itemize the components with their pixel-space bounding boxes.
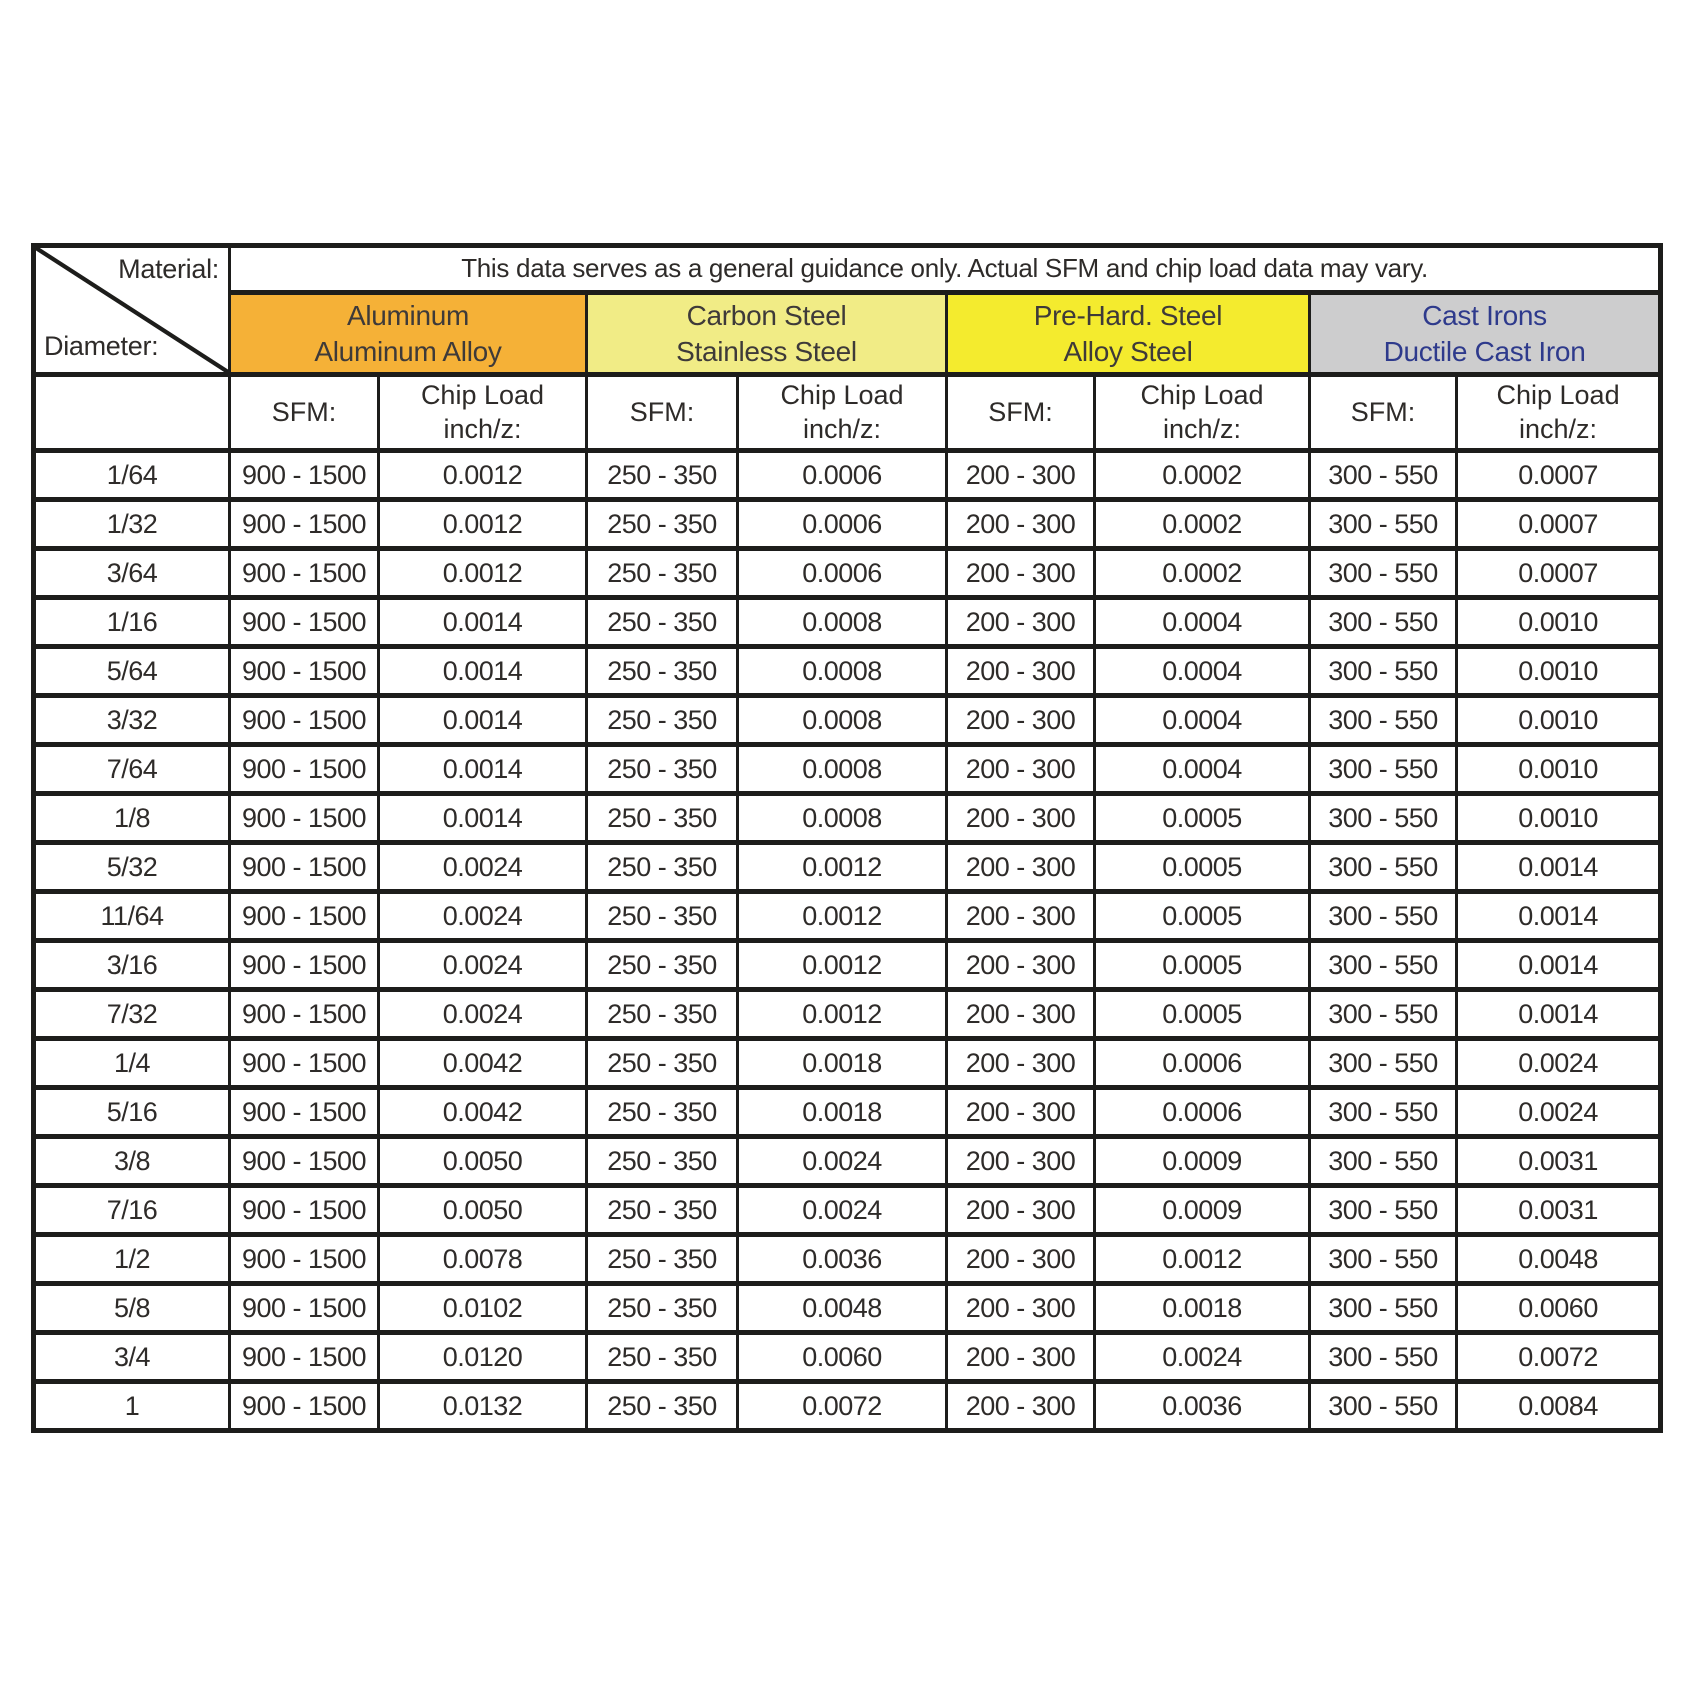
sfm-cell: 900 - 1500 bbox=[230, 1382, 379, 1431]
chip-load-cell: 0.0010 bbox=[1457, 598, 1661, 647]
chip-load-cell: 0.0005 bbox=[1095, 892, 1310, 941]
chip-load-line2: inch/z: bbox=[1519, 413, 1598, 444]
sfm-cell: 200 - 300 bbox=[947, 1186, 1095, 1235]
diameter-cell: 5/8 bbox=[34, 1284, 230, 1333]
chip-load-cell: 0.0007 bbox=[1457, 451, 1661, 500]
diameter-cell: 11/64 bbox=[34, 892, 230, 941]
group-line2: Ductile Cast Iron bbox=[1383, 335, 1586, 367]
table-row bbox=[34, 990, 1661, 1039]
chip-load-cell: 0.0010 bbox=[1457, 794, 1661, 843]
chip-load-cell: 0.0004 bbox=[1095, 696, 1310, 745]
chip-load-cell: 0.0018 bbox=[738, 1039, 947, 1088]
notice-row bbox=[34, 246, 1661, 293]
chip-load-line1: Chip Load bbox=[420, 379, 545, 410]
chip-load-cell: 0.0036 bbox=[738, 1235, 947, 1284]
feeds-speeds-table bbox=[31, 243, 1663, 1433]
sfm-cell: 300 - 550 bbox=[1310, 1235, 1457, 1284]
chip-load-cell: 0.0024 bbox=[1457, 1039, 1661, 1088]
chip-load-cell: 0.0018 bbox=[738, 1088, 947, 1137]
chip-load-cell: 0.0008 bbox=[738, 745, 947, 794]
chip-load-cell: 0.0024 bbox=[379, 843, 587, 892]
table-row bbox=[34, 843, 1661, 892]
group-line2: Aluminum Alloy bbox=[314, 335, 502, 367]
chip-load-line2: inch/z: bbox=[443, 413, 522, 444]
table-row bbox=[34, 1137, 1661, 1186]
chip-load-cell: 0.0120 bbox=[379, 1333, 587, 1382]
diameter-cell: 5/64 bbox=[34, 647, 230, 696]
sfm-cell: 200 - 300 bbox=[947, 1235, 1095, 1284]
chip-load-cell: 0.0060 bbox=[1457, 1284, 1661, 1333]
chip-load-cell: 0.0010 bbox=[1457, 745, 1661, 794]
sfm-cell: 200 - 300 bbox=[947, 745, 1095, 794]
chip-load-cell: 0.0014 bbox=[379, 598, 587, 647]
subheader-row bbox=[34, 375, 1661, 451]
chip-load-cell: 0.0008 bbox=[738, 696, 947, 745]
group-line2: Alloy Steel bbox=[1063, 335, 1193, 367]
sfm-cell: 300 - 550 bbox=[1310, 451, 1457, 500]
sfm-cell: 900 - 1500 bbox=[230, 745, 379, 794]
diameter-cell: 1/16 bbox=[34, 598, 230, 647]
diameter-label: Diameter: bbox=[44, 331, 159, 361]
sfm-cell: 250 - 350 bbox=[587, 1088, 738, 1137]
table-body bbox=[34, 246, 1661, 1431]
chip-load-cell: 0.0010 bbox=[1457, 647, 1661, 696]
table-row bbox=[34, 500, 1661, 549]
chip-load-cell: 0.0012 bbox=[1095, 1235, 1310, 1284]
sfm-cell: 900 - 1500 bbox=[230, 990, 379, 1039]
chip-load-cell: 0.0024 bbox=[738, 1186, 947, 1235]
chip-load-cell: 0.0012 bbox=[379, 500, 587, 549]
sfm-cell: 250 - 350 bbox=[587, 843, 738, 892]
diameter-cell: 7/32 bbox=[34, 990, 230, 1039]
sfm-cell: 300 - 550 bbox=[1310, 941, 1457, 990]
chip-load-cell: 0.0024 bbox=[738, 1137, 947, 1186]
sfm-cell: 200 - 300 bbox=[947, 1382, 1095, 1431]
chip-load-cell: 0.0012 bbox=[379, 549, 587, 598]
diameter-cell: 1/64 bbox=[34, 451, 230, 500]
table-row bbox=[34, 647, 1661, 696]
chip-load-cell: 0.0009 bbox=[1095, 1137, 1310, 1186]
diameter-cell: 3/64 bbox=[34, 549, 230, 598]
diameter-cell: 7/64 bbox=[34, 745, 230, 794]
chip-load-cell: 0.0005 bbox=[1095, 990, 1310, 1039]
group-line1: Cast Irons bbox=[1422, 299, 1547, 331]
sfm-cell: 200 - 300 bbox=[947, 500, 1095, 549]
sfm-header: SFM: bbox=[587, 375, 738, 451]
table-row bbox=[34, 1382, 1661, 1431]
sfm-cell: 300 - 550 bbox=[1310, 892, 1457, 941]
sfm-cell: 300 - 550 bbox=[1310, 794, 1457, 843]
sfm-cell: 900 - 1500 bbox=[230, 500, 379, 549]
sfm-cell: 250 - 350 bbox=[587, 1284, 738, 1333]
sfm-cell: 250 - 350 bbox=[587, 892, 738, 941]
chip-load-line1: Chip Load bbox=[1140, 379, 1264, 410]
sfm-cell: 300 - 550 bbox=[1310, 1088, 1457, 1137]
sfm-cell: 200 - 300 bbox=[947, 598, 1095, 647]
sfm-cell: 900 - 1500 bbox=[230, 1333, 379, 1382]
sfm-cell: 300 - 550 bbox=[1310, 696, 1457, 745]
group-header-carbon-steel bbox=[587, 293, 947, 375]
sfm-header: SFM: bbox=[1310, 375, 1457, 451]
group-line2: Stainless Steel bbox=[676, 335, 857, 367]
subheader-blank bbox=[34, 375, 230, 451]
sfm-cell: 900 - 1500 bbox=[230, 1235, 379, 1284]
diameter-cell: 1 bbox=[34, 1382, 230, 1431]
diameter-cell: 1/32 bbox=[34, 500, 230, 549]
table-row bbox=[34, 745, 1661, 794]
sfm-cell: 900 - 1500 bbox=[230, 1186, 379, 1235]
group-line1: Pre-Hard. Steel bbox=[1033, 299, 1223, 331]
group-line1: Carbon Steel bbox=[686, 299, 847, 331]
sfm-cell: 250 - 350 bbox=[587, 451, 738, 500]
chip-load-cell: 0.0004 bbox=[1095, 745, 1310, 794]
sfm-cell: 300 - 550 bbox=[1310, 745, 1457, 794]
sfm-cell: 250 - 350 bbox=[587, 1186, 738, 1235]
sfm-cell: 300 - 550 bbox=[1310, 1382, 1457, 1431]
chip-load-cell: 0.0031 bbox=[1457, 1186, 1661, 1235]
table-row bbox=[34, 451, 1661, 500]
diameter-cell: 3/8 bbox=[34, 1137, 230, 1186]
sfm-cell: 250 - 350 bbox=[587, 647, 738, 696]
chip-load-cell: 0.0014 bbox=[379, 745, 587, 794]
sfm-cell: 250 - 350 bbox=[587, 1137, 738, 1186]
sfm-cell: 200 - 300 bbox=[947, 1039, 1095, 1088]
sfm-cell: 250 - 350 bbox=[587, 500, 738, 549]
chip-load-cell: 0.0014 bbox=[379, 696, 587, 745]
chip-load-cell: 0.0009 bbox=[1095, 1186, 1310, 1235]
sfm-cell: 200 - 300 bbox=[947, 794, 1095, 843]
chip-load-cell: 0.0002 bbox=[1095, 500, 1310, 549]
sfm-cell: 900 - 1500 bbox=[230, 451, 379, 500]
chip-load-cell: 0.0024 bbox=[1095, 1333, 1310, 1382]
chip-load-line2: inch/z: bbox=[802, 413, 882, 444]
group-header-prehard-steel bbox=[947, 293, 1310, 375]
material-groups-row bbox=[34, 293, 1661, 375]
table-row bbox=[34, 1235, 1661, 1284]
table-row bbox=[34, 598, 1661, 647]
chip-load-header bbox=[379, 375, 587, 451]
chip-load-header bbox=[1095, 375, 1310, 451]
material-label: Material: bbox=[118, 254, 219, 284]
chip-load-cell: 0.0050 bbox=[379, 1137, 587, 1186]
chip-load-cell: 0.0014 bbox=[379, 647, 587, 696]
table-row bbox=[34, 941, 1661, 990]
sfm-cell: 250 - 350 bbox=[587, 549, 738, 598]
sfm-header: SFM: bbox=[230, 375, 379, 451]
diameter-cell: 5/16 bbox=[34, 1088, 230, 1137]
sfm-cell: 200 - 300 bbox=[947, 892, 1095, 941]
sfm-cell: 250 - 350 bbox=[587, 1382, 738, 1431]
chip-load-cell: 0.0008 bbox=[738, 794, 947, 843]
chip-load-cell: 0.0014 bbox=[379, 794, 587, 843]
sfm-cell: 300 - 550 bbox=[1310, 1039, 1457, 1088]
guidance-notice: This data serves as a general guidance only. Actual SFM and chip load data may vary. bbox=[230, 246, 1661, 293]
chip-load-cell: 0.0006 bbox=[738, 500, 947, 549]
chip-load-cell: 0.0012 bbox=[738, 990, 947, 1039]
chip-load-cell: 0.0078 bbox=[379, 1235, 587, 1284]
sfm-cell: 900 - 1500 bbox=[230, 696, 379, 745]
chip-load-cell: 0.0048 bbox=[1457, 1235, 1661, 1284]
sfm-cell: 200 - 300 bbox=[947, 451, 1095, 500]
chip-load-cell: 0.0042 bbox=[379, 1039, 587, 1088]
sfm-cell: 900 - 1500 bbox=[230, 647, 379, 696]
sfm-cell: 200 - 300 bbox=[947, 1333, 1095, 1382]
sfm-cell: 200 - 300 bbox=[947, 1088, 1095, 1137]
group-line1: Aluminum bbox=[346, 299, 470, 331]
sfm-cell: 200 - 300 bbox=[947, 1284, 1095, 1333]
chip-load-cell: 0.0048 bbox=[738, 1284, 947, 1333]
chip-load-cell: 0.0004 bbox=[1095, 647, 1310, 696]
chip-load-cell: 0.0072 bbox=[1457, 1333, 1661, 1382]
sfm-cell: 900 - 1500 bbox=[230, 892, 379, 941]
table-row bbox=[34, 1186, 1661, 1235]
sfm-cell: 300 - 550 bbox=[1310, 990, 1457, 1039]
chip-load-cell: 0.0031 bbox=[1457, 1137, 1661, 1186]
table-row bbox=[34, 1039, 1661, 1088]
diameter-cell: 3/32 bbox=[34, 696, 230, 745]
chip-load-cell: 0.0060 bbox=[738, 1333, 947, 1382]
chip-load-cell: 0.0014 bbox=[1457, 843, 1661, 892]
chip-load-line1: Chip Load bbox=[1496, 379, 1620, 410]
chip-load-header bbox=[738, 375, 947, 451]
sfm-cell: 900 - 1500 bbox=[230, 598, 379, 647]
chip-load-cell: 0.0024 bbox=[379, 990, 587, 1039]
chip-load-cell: 0.0012 bbox=[738, 843, 947, 892]
chip-load-cell: 0.0036 bbox=[1095, 1382, 1310, 1431]
sfm-cell: 250 - 350 bbox=[587, 696, 738, 745]
sfm-cell: 200 - 300 bbox=[947, 647, 1095, 696]
sfm-cell: 200 - 300 bbox=[947, 1137, 1095, 1186]
corner-cell bbox=[34, 246, 230, 375]
diameter-cell: 3/4 bbox=[34, 1333, 230, 1382]
chip-load-cell: 0.0005 bbox=[1095, 794, 1310, 843]
chip-load-header bbox=[1457, 375, 1661, 451]
chip-load-cell: 0.0102 bbox=[379, 1284, 587, 1333]
sfm-cell: 250 - 350 bbox=[587, 1333, 738, 1382]
chip-load-cell: 0.0014 bbox=[1457, 941, 1661, 990]
chip-load-cell: 0.0010 bbox=[1457, 696, 1661, 745]
chip-load-line2: inch/z: bbox=[1162, 413, 1242, 444]
sfm-cell: 900 - 1500 bbox=[230, 1137, 379, 1186]
table-row bbox=[34, 696, 1661, 745]
sfm-cell: 900 - 1500 bbox=[230, 794, 379, 843]
chip-load-cell: 0.0018 bbox=[1095, 1284, 1310, 1333]
diameter-cell: 1/2 bbox=[34, 1235, 230, 1284]
chip-load-cell: 0.0007 bbox=[1457, 549, 1661, 598]
sfm-cell: 900 - 1500 bbox=[230, 843, 379, 892]
table-row bbox=[34, 794, 1661, 843]
chip-load-cell: 0.0042 bbox=[379, 1088, 587, 1137]
chip-load-cell: 0.0006 bbox=[738, 451, 947, 500]
chip-load-cell: 0.0132 bbox=[379, 1382, 587, 1431]
chip-load-cell: 0.0008 bbox=[738, 647, 947, 696]
group-header-aluminum bbox=[230, 293, 587, 375]
sfm-cell: 250 - 350 bbox=[587, 990, 738, 1039]
diameter-cell: 3/16 bbox=[34, 941, 230, 990]
sfm-cell: 250 - 350 bbox=[587, 745, 738, 794]
chip-load-cell: 0.0014 bbox=[1457, 990, 1661, 1039]
chip-load-cell: 0.0084 bbox=[1457, 1382, 1661, 1431]
chip-load-cell: 0.0002 bbox=[1095, 549, 1310, 598]
diameter-cell: 1/8 bbox=[34, 794, 230, 843]
table-row bbox=[34, 1333, 1661, 1382]
chip-load-cell: 0.0012 bbox=[379, 451, 587, 500]
table-row bbox=[34, 1088, 1661, 1137]
group-header-cast-irons bbox=[1310, 293, 1661, 375]
chip-load-cell: 0.0004 bbox=[1095, 598, 1310, 647]
sfm-cell: 900 - 1500 bbox=[230, 1039, 379, 1088]
chip-load-cell: 0.0072 bbox=[738, 1382, 947, 1431]
sfm-cell: 300 - 550 bbox=[1310, 500, 1457, 549]
chip-load-cell: 0.0006 bbox=[738, 549, 947, 598]
chip-load-cell: 0.0008 bbox=[738, 598, 947, 647]
sfm-cell: 900 - 1500 bbox=[230, 1284, 379, 1333]
sfm-cell: 900 - 1500 bbox=[230, 1088, 379, 1137]
chip-load-cell: 0.0006 bbox=[1095, 1088, 1310, 1137]
diameter-cell: 5/32 bbox=[34, 843, 230, 892]
chip-load-cell: 0.0024 bbox=[379, 892, 587, 941]
chip-load-cell: 0.0024 bbox=[1457, 1088, 1661, 1137]
sfm-cell: 200 - 300 bbox=[947, 696, 1095, 745]
sfm-header: SFM: bbox=[947, 375, 1095, 451]
table-row bbox=[34, 892, 1661, 941]
sfm-cell: 200 - 300 bbox=[947, 549, 1095, 598]
sfm-cell: 900 - 1500 bbox=[230, 941, 379, 990]
sfm-cell: 250 - 350 bbox=[587, 1039, 738, 1088]
table-row bbox=[34, 1284, 1661, 1333]
sfm-cell: 250 - 350 bbox=[587, 941, 738, 990]
diameter-cell: 1/4 bbox=[34, 1039, 230, 1088]
chip-load-cell: 0.0007 bbox=[1457, 500, 1661, 549]
chip-load-cell: 0.0005 bbox=[1095, 941, 1310, 990]
sfm-cell: 900 - 1500 bbox=[230, 549, 379, 598]
sfm-cell: 200 - 300 bbox=[947, 941, 1095, 990]
chip-load-cell: 0.0024 bbox=[379, 941, 587, 990]
sfm-cell: 300 - 550 bbox=[1310, 1284, 1457, 1333]
chip-load-cell: 0.0002 bbox=[1095, 451, 1310, 500]
sfm-cell: 300 - 550 bbox=[1310, 598, 1457, 647]
sfm-cell: 300 - 550 bbox=[1310, 1186, 1457, 1235]
chip-load-line1: Chip Load bbox=[780, 379, 904, 410]
chip-load-cell: 0.0014 bbox=[1457, 892, 1661, 941]
sfm-cell: 250 - 350 bbox=[587, 794, 738, 843]
sfm-cell: 200 - 300 bbox=[947, 843, 1095, 892]
sfm-cell: 300 - 550 bbox=[1310, 843, 1457, 892]
sfm-cell: 200 - 300 bbox=[947, 990, 1095, 1039]
sfm-cell: 300 - 550 bbox=[1310, 549, 1457, 598]
diameter-cell: 7/16 bbox=[34, 1186, 230, 1235]
chip-load-cell: 0.0005 bbox=[1095, 843, 1310, 892]
sfm-cell: 250 - 350 bbox=[587, 1235, 738, 1284]
table-row bbox=[34, 549, 1661, 598]
sfm-cell: 300 - 550 bbox=[1310, 1137, 1457, 1186]
chip-load-cell: 0.0006 bbox=[1095, 1039, 1310, 1088]
sfm-cell: 300 - 550 bbox=[1310, 647, 1457, 696]
sfm-cell: 250 - 350 bbox=[587, 598, 738, 647]
chip-load-cell: 0.0012 bbox=[738, 892, 947, 941]
sfm-cell: 300 - 550 bbox=[1310, 1333, 1457, 1382]
chip-load-cell: 0.0050 bbox=[379, 1186, 587, 1235]
chip-load-cell: 0.0012 bbox=[738, 941, 947, 990]
